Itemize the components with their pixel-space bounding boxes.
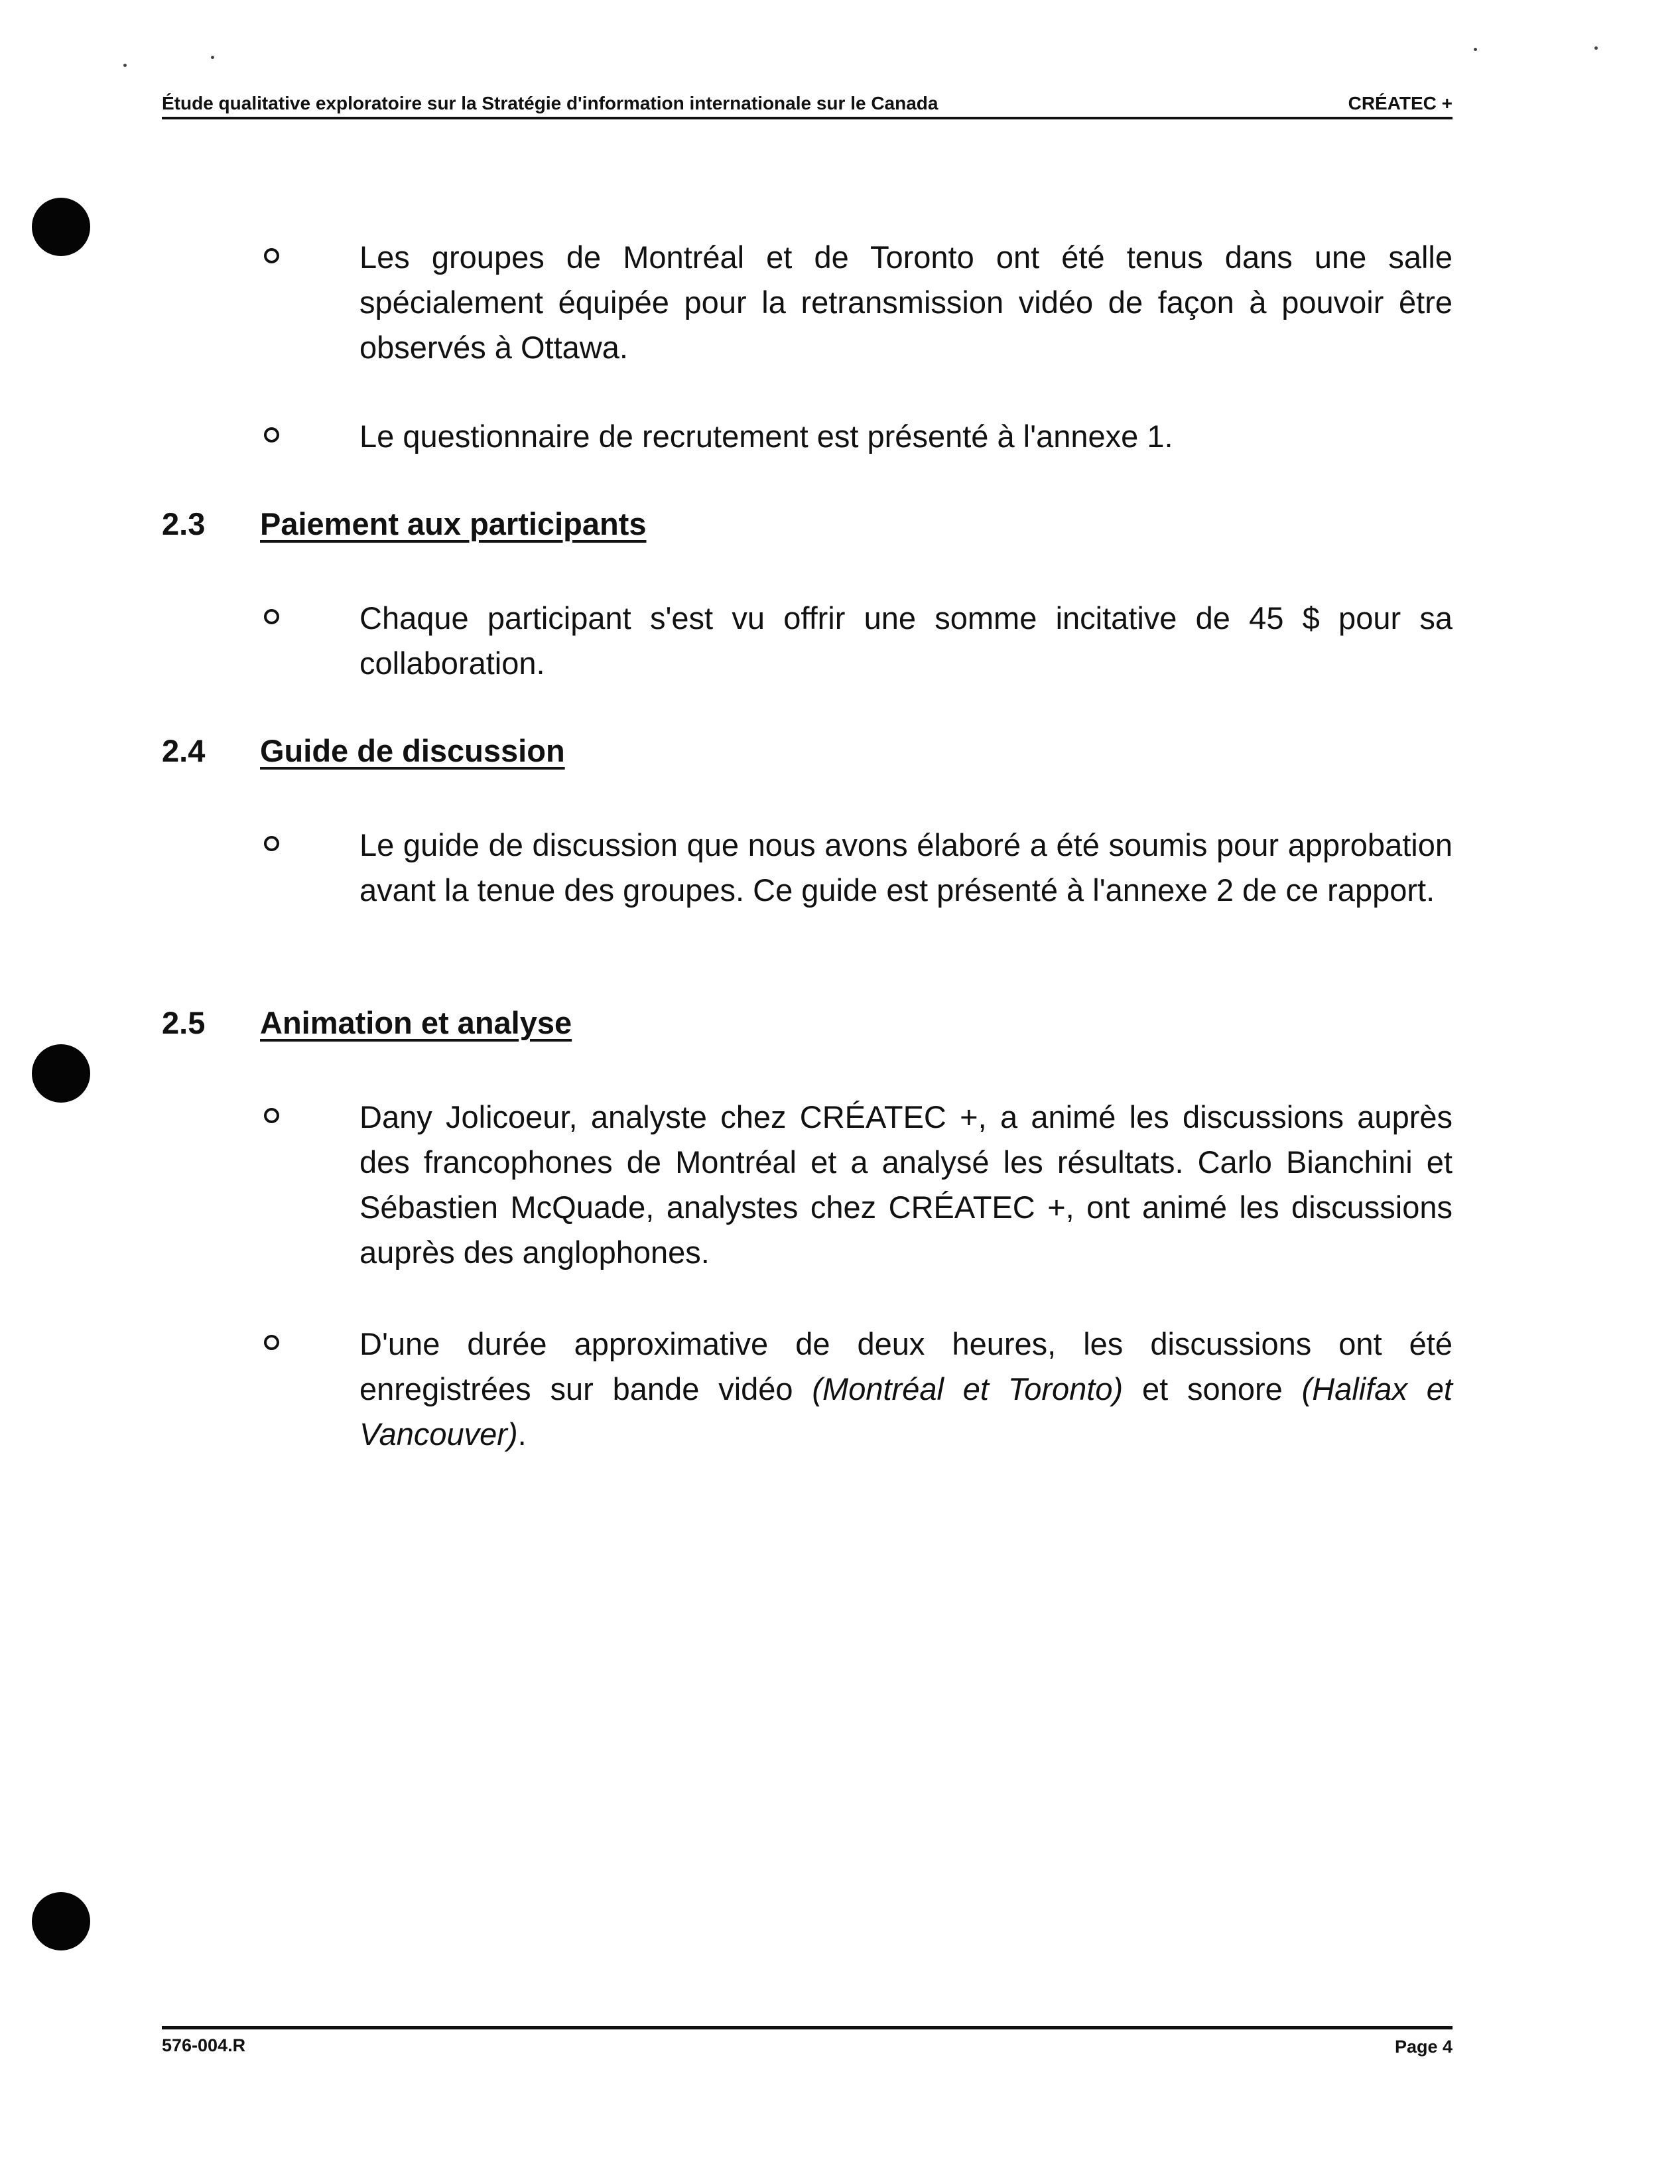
section-heading: Animation et analyse [260, 1005, 572, 1040]
section-number: 2.5 [162, 1005, 206, 1040]
punch-hole [32, 198, 90, 256]
text-run: . [517, 1416, 527, 1452]
bullet-text: Chaque participant s'est vu offrir une somme incitative de 45 $ pour sa collaboration. [359, 600, 1453, 681]
circle-bullet-icon [264, 609, 279, 624]
circle-bullet-icon [264, 836, 279, 851]
text-run: D'une durée approximative de deux heures, les discussions ont été enregistrées sur bande vidéo [359, 1326, 1453, 1406]
header-title: Étude qualitative exploratoire sur la Stratégie d'information internationale sur le Canada [162, 93, 938, 113]
scan-speck [1594, 46, 1598, 50]
scan-speck [211, 56, 214, 59]
bullet-text: Les groupes de Montréal et de Toronto ont été tenus dans une salle spécialement équipée pour la retransmission vidéo de façon à pouvoir être observés à Ottawa. [359, 239, 1453, 365]
bullet-text: Dany Jolicoeur, analyste chez CRÉATEC +, a animé les discussions auprès des francophones de Montréal et a analysé les résultats. Carlo Bianchini et Sébastien McQuade, analystes chez CRÉATEC +, ont animé les discussions auprès des anglophones. [359, 1099, 1453, 1270]
circle-bullet-icon [264, 1335, 279, 1350]
bullet-text: Le guide de discussion que nous avons élaboré a été soumis pour approbation avant la tenue des groupes. Ce guide est présenté à l'annexe 2 de ce rapport. [359, 827, 1453, 908]
circle-bullet-icon [264, 1108, 279, 1123]
document-code: 576-004.R [162, 2035, 246, 2055]
page-header [162, 86, 1453, 119]
header-brand: CRÉATEC + [1348, 93, 1453, 113]
section-number: 2.3 [162, 506, 206, 541]
italic-text: (Halifax et Vancouver) [359, 1371, 1453, 1452]
section-number: 2.4 [162, 733, 206, 768]
circle-bullet-icon [264, 427, 279, 443]
scan-speck [1474, 48, 1477, 51]
circle-bullet-icon [264, 248, 279, 263]
page-number: Page 4 [1394, 2037, 1453, 2057]
footer-rule [162, 2026, 1453, 2029]
punch-hole [32, 1044, 90, 1103]
bullet-text [359, 1322, 1453, 1457]
section-heading: Paiement aux participants [260, 506, 647, 541]
punch-hole [32, 1892, 90, 1950]
scan-speck [123, 64, 127, 67]
bullet-text: Le questionnaire de recrutement est présenté à l'annexe 1. [359, 419, 1173, 454]
text-run: et sonore [1123, 1371, 1302, 1406]
section-heading: Guide de discussion [260, 733, 565, 768]
italic-text: (Montréal et Toronto) [812, 1371, 1124, 1406]
